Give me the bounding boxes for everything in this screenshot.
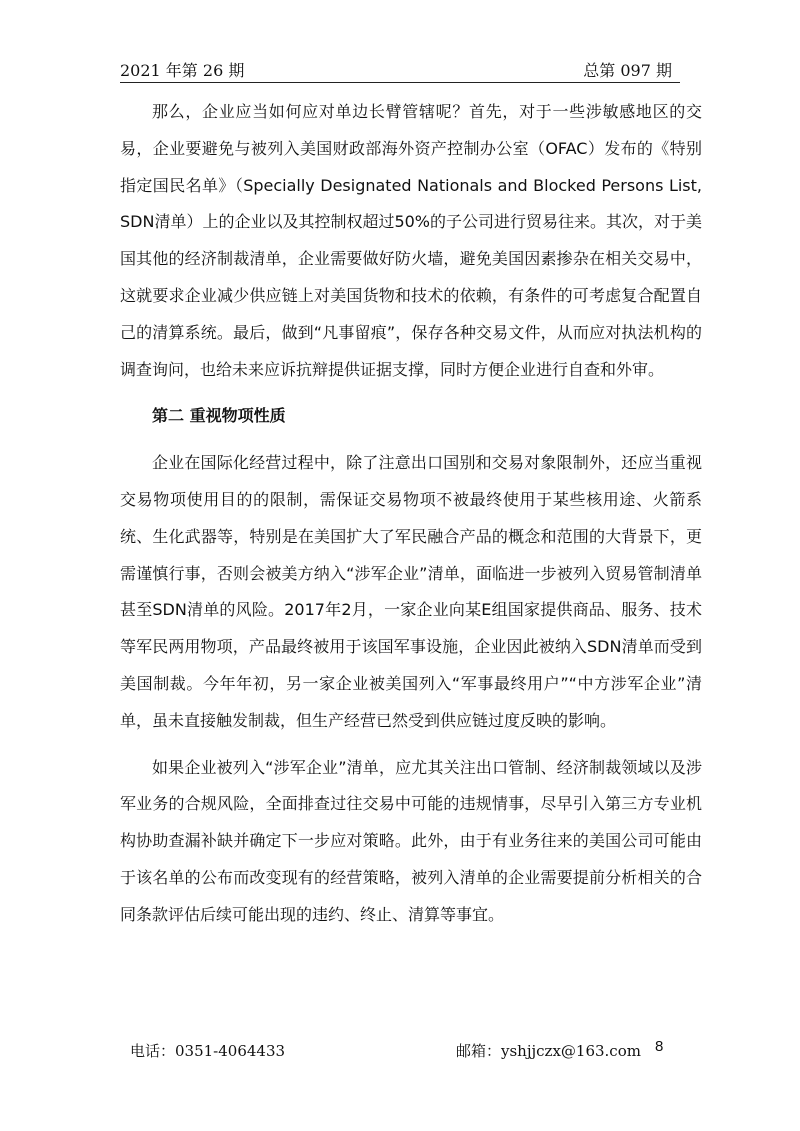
paragraph-3: 如果企业被列入“涉军企业”清单，应尤其关注出口管制、经济制裁领域以及涉军业务的合规风险，全面排查过往交易中可能的违规情事，尽早引入第三方专业机构协助查漏补缺并确定下一步应对策略。此外，由于有业务往来的美国公司可能由于该名单的公布而改变现有的经营策略，被列入清单的企业需要提前分析相关的合同条款评估后续可能出现的违约、终止、清算等事宜。 [120,757,702,924]
page-footer [130,1040,690,1066]
page-number: 8 [655,1038,664,1055]
page-header [120,56,680,83]
paragraph-2: 企业在国际化经营过程中，除了注意出口国别和交易对象限制外，还应当重视交易物项使用目的的限制，需保证交易物项不被最终使用于某些核用途、火箭系统、生化武器等，特别是在美国扩大了军民融合产品的概念和范围的大背景下，更需谨慎行事，否则会被美方纳入“涉军企业”清单，面临进一步被列入贸易管制清单甚至SDN清单的风险。2017年2月，一家企业向某E组国家提供商品、服务、技术等军民两用物项，产品最终被用于该国军事设施，企业因此被纳入SDN清单而受到美国制裁。今年年初，另一家企业被美国列入“军事最终用户”“中方涉军企业”清单，虽未直接触发制裁，但生产经营已然受到供应链过度反映的影响。 [120,453,702,730]
article-body [120,94,702,934]
issue-number: 2021 年第 26 期 [120,61,245,80]
section-heading: 第二 重视物项性质 [152,406,286,426]
contact-email: 邮箱：yshjjczx@163.com [456,1042,641,1060]
contact-phone: 电话：0351-4064433 [130,1042,286,1060]
paragraph-1: 那么，企业应当如何应对单边长臂管辖呢？首先，对于一些涉敏感地区的交易，企业要避免与被列入美国财政部海外资产控制办公室（OFAC）发布的《特别指定国民名单》（Specially Designated Nationals and Blocked Persons List, SDN清单）上的企业以及其控制权超过50%的子公司进行贸易往来。其次，对于美国其他的经济制裁清单，企业需要做好防火墙，避免美国因素掺杂在相关交易中，这就要求企业减少供应链上对美国货物和技术的依赖，有条件的可考虑复合配置自己的清算系统。最后，做到“凡事留痕”，保存各种交易文件，从而应对执法机构的调查询问，也给未来应诉抗辩提供证据支撑，同时方便企业进行自查和外审。 [120,102,703,379]
total-issue-number: 总第 097 期 [583,61,672,80]
